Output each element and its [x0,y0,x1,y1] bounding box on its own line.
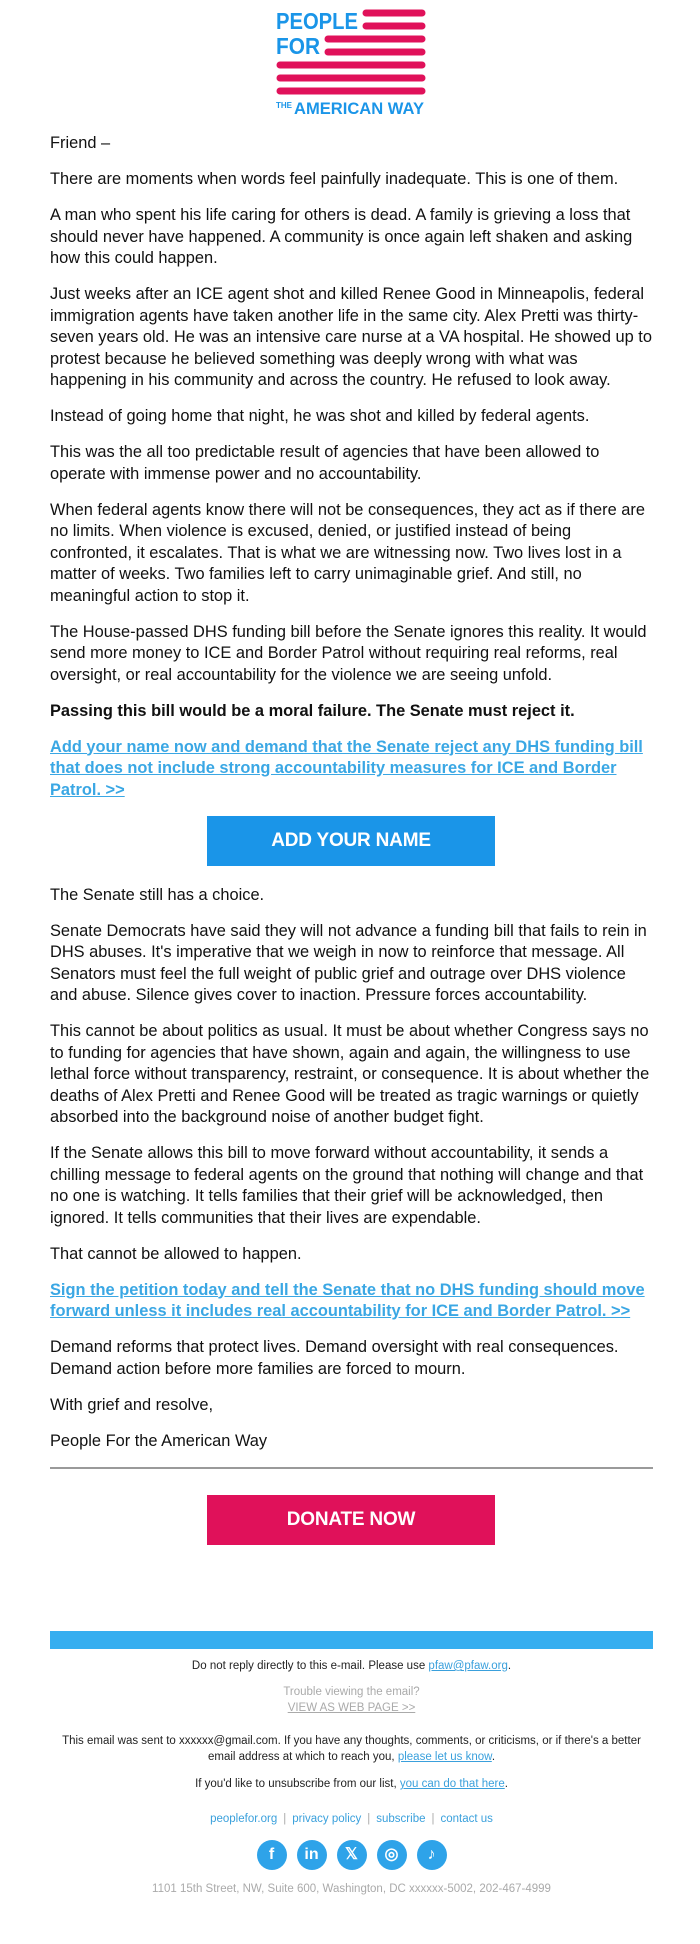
separator: | [367,1813,371,1825]
paragraph: If the Senate allows this bill to move forward without accountability, it sends a chilling message to federal agents on the ground that nothing will change and that no one is watching. It tells families that their grief will be acknowledged, then ignored. It tells communities that their lives are expendable. [50,1144,644,1227]
paragraph: This cannot be about politics as usual. It must be about whether Congress says no to funding for agencies that have shown, again and again, the willingness to use lethal force without transparency, restraint, or consequence. It is about whether the deaths of Alex Pretti and Renee Good will be treated as tragic warnings or quietly absorbed into the background noise of another budget fight. [50,1022,650,1126]
paragraph: A man who spent his life caring for others is dead. A family is grieving a loss that should never have happened. A community is once again left shaken and asking how this could happen. [50,206,633,267]
period: . [504,1778,508,1790]
footer [50,1658,653,1897]
bold-statement: Passing this bill would be a moral failure. The Senate must reject it. [50,701,575,720]
noreply-text: Do not reply directly to this e-mail. Please use [191,1660,429,1672]
facebook-icon[interactable]: f [257,1840,287,1870]
sign-petition-link[interactable]: Sign the petition today and tell the Senate that no DHS funding should move forward unless it includes real accountability for ICE and Border Patrol. >> [50,1280,645,1320]
footer-bar [50,1631,653,1649]
paragraph: Just weeks after an ICE agent shot and killed Renee Good in Minneapolis, federal immigration agents have taken another life in the same city. Alex Pretti was thirty-seven years old. He was an intensive care nurse at a VA hospital. He showed up to protest because he believed something was deeply wrong with what was happening in his community and across the country. He refused to look away. [50,285,652,389]
separator: | [431,1813,435,1825]
trouble-viewing [50,1684,653,1716]
svg-text:FOR: FOR [276,33,321,59]
sent-to-text: This email was sent to xxxxxx@gmail.com. If you have any thoughts, comments, or criticisms, or if there's a better email address at which to reach you, [62,1735,641,1763]
donate-now-button[interactable]: DONATE NOW [207,1495,495,1545]
svg-text:THE: THE [276,101,292,110]
add-your-name-button[interactable]: ADD YOUR NAME [207,816,495,866]
paragraph: That cannot be allowed to happen. [50,1244,302,1263]
separator: | [283,1813,287,1825]
cta-paragraph [50,1280,653,1323]
paragraph: There are moments when words feel painfully inadequate. This is one of them. [50,170,619,188]
contact-us-link[interactable]: contact us [440,1813,493,1825]
paragraph: Demand reforms that protect lives. Demand oversight with real consequences. Demand action before more families are forced to mourn. [50,1338,619,1378]
tiktok-icon[interactable]: ♪ [417,1840,447,1870]
social-icons [50,1840,653,1870]
trouble-text: Trouble viewing the email? [283,1686,420,1698]
divider [50,1467,653,1469]
noreply-notice [50,1658,653,1674]
instagram-icon[interactable]: ◎ [377,1840,407,1870]
paragraph: The House-passed DHS funding bill before the Senate ignores this reality. It would send more money to ICE and Border Patrol without requiring real reforms, real oversight, or real accountability for the violence we are seeing unfold. [50,622,647,684]
email-body [50,133,653,1545]
paragraph: Instead of going home that night, he was shot and killed by federal agents. [50,407,590,425]
closing: With grief and resolve, [50,1395,214,1414]
linkedin-icon[interactable]: in [297,1840,327,1870]
cta-paragraph [50,737,653,802]
sent-to-notice [50,1733,653,1765]
paragraph: When federal agents know there will not be consequences, they act as if there are no limits. When violence is excused, denied, or justified instead of being confronted, it escalates. That is what we are witnessing now. Two lives lost in a matter of weeks. Two families left to carry unimaginable grief. And still, no meaningful action to stop it. [50,500,645,605]
privacy-policy-link[interactable]: privacy policy [292,1813,362,1825]
x-twitter-icon[interactable]: 𝕏 [337,1840,367,1870]
svg-text:PEOPLE: PEOPLE [276,8,358,34]
address: 1101 15th Street, NW, Suite 600, Washington, DC xxxxxx-5002, 202-467-4999 [152,1883,551,1895]
peoplefor-link[interactable]: peoplefor.org [210,1813,278,1825]
subscribe-link[interactable]: subscribe [376,1813,426,1825]
unsubscribe-notice [50,1776,653,1792]
signature: People For the American Way [50,1431,268,1450]
period: . [507,1660,512,1672]
add-name-link[interactable]: Add your name now and demand that the Senate reject any DHS funding bill that does not include strong accountability measures for ICE and Border Patrol. >> [50,737,643,799]
svg-text:AMERICAN WAY: AMERICAN WAY [294,99,425,115]
period: . [491,1751,496,1763]
footer-links [50,1811,653,1827]
paragraph: Senate Democrats have said they will not advance a funding bill that fails to rein in DHS abuses. It's imperative that we weigh in now to reinforce that message. All Senators must feel the full weight of public grief and outrage over DHS violence and abuse. Silence gives cover to inaction. Pressure forces accountability. [50,921,647,1004]
paragraph: The Senate still has a choice. [50,885,265,904]
greeting: Friend – [50,134,111,152]
pfaw-email-link[interactable]: pfaw@pfaw.org [428,1660,508,1672]
paragraph: This was the all too predictable result of agencies that have been allowed to operate with immense power and no accountability. [50,443,600,483]
view-web-page-link[interactable]: VIEW AS WEB PAGE >> [287,1702,416,1714]
pfaw-logo [276,8,426,115]
unsubscribe-text: If you'd like to unsubscribe from our list, [195,1778,400,1790]
unsubscribe-link[interactable]: you can do that here [399,1778,505,1790]
let-us-know-link[interactable]: please let us know [397,1751,492,1763]
